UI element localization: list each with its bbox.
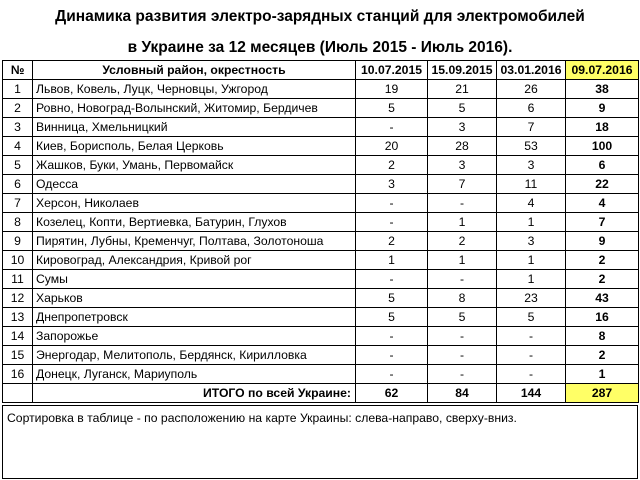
row-value-3: 7 (497, 118, 566, 137)
row-value-1: 2 (356, 156, 428, 175)
row-number: 2 (3, 99, 33, 118)
row-value-1: 3 (356, 175, 428, 194)
row-value-2: 8 (428, 289, 497, 308)
total-value-4: 287 (566, 384, 639, 403)
table-row (3, 80, 639, 99)
row-region: Киев, Борисполь, Белая Церковь (33, 137, 356, 156)
row-value-3: 11 (497, 175, 566, 194)
row-region: Донецк, Луганск, Мариуполь (33, 365, 356, 384)
table-row (3, 251, 639, 270)
row-value-3: 26 (497, 80, 566, 99)
row-value-2: - (428, 365, 497, 384)
row-value-2: - (428, 327, 497, 346)
table-row (3, 194, 639, 213)
row-region: Запорожье (33, 327, 356, 346)
row-value-2: 5 (428, 308, 497, 327)
row-value-4: 4 (566, 194, 639, 213)
row-number: 3 (3, 118, 33, 137)
table-row (3, 270, 639, 289)
header-date-4: 09.07.2016 (566, 61, 639, 80)
header-date-1: 10.07.2015 (356, 61, 428, 80)
row-value-4: 18 (566, 118, 639, 137)
total-label: ИТОГО по всей Украине: (33, 384, 356, 403)
row-value-3: 23 (497, 289, 566, 308)
table-row (3, 346, 639, 365)
row-number: 4 (3, 137, 33, 156)
row-number: 13 (3, 308, 33, 327)
row-number: 7 (3, 194, 33, 213)
row-value-2: 1 (428, 213, 497, 232)
row-value-3: 53 (497, 137, 566, 156)
row-region: Энергодар, Мелитополь, Бердянск, Кирилловка (33, 346, 356, 365)
row-number: 8 (3, 213, 33, 232)
row-value-4: 1 (566, 365, 639, 384)
row-region: Одесса (33, 175, 356, 194)
row-value-1: - (356, 327, 428, 346)
total-row (3, 384, 639, 403)
row-value-4: 9 (566, 232, 639, 251)
row-region: Днепропетровск (33, 308, 356, 327)
row-value-1: 1 (356, 251, 428, 270)
document-title-line1: Динамика развития электро-зарядных станций для электромобилей (55, 8, 585, 25)
table-row (3, 156, 639, 175)
row-value-1: - (356, 213, 428, 232)
stations-table (2, 60, 639, 403)
row-value-3: 1 (497, 213, 566, 232)
row-value-4: 6 (566, 156, 639, 175)
sorting-note: Сортировка в таблице - по расположению на карте Украины: слева-направо, сверху-вниз. (7, 411, 517, 425)
row-number: 14 (3, 327, 33, 346)
header-region: Условный район, окрестность (33, 61, 356, 80)
row-value-1: 5 (356, 289, 428, 308)
row-value-3: 3 (497, 156, 566, 175)
row-value-4: 16 (566, 308, 639, 327)
row-value-2: 28 (428, 137, 497, 156)
header-date-2: 15.09.2015 (428, 61, 497, 80)
row-value-2: 1 (428, 251, 497, 270)
row-value-3: 4 (497, 194, 566, 213)
row-value-2: 2 (428, 232, 497, 251)
row-number: 15 (3, 346, 33, 365)
row-value-3: 5 (497, 308, 566, 327)
row-value-2: 5 (428, 99, 497, 118)
row-value-3: - (497, 365, 566, 384)
table-row (3, 232, 639, 251)
table-row (3, 137, 639, 156)
row-value-3: 3 (497, 232, 566, 251)
total-value-1: 62 (356, 384, 428, 403)
row-region: Херсон, Николаев (33, 194, 356, 213)
row-value-4: 2 (566, 270, 639, 289)
document-title-line2: в Украине за 12 месяцев (Июль 2015 - Июль 2016). (127, 39, 513, 56)
row-region: Кировоград, Александрия, Кривой рог (33, 251, 356, 270)
table-row (3, 118, 639, 137)
row-value-1: - (356, 118, 428, 137)
row-value-3: 1 (497, 270, 566, 289)
row-value-4: 22 (566, 175, 639, 194)
row-value-1: - (356, 346, 428, 365)
row-number: 1 (3, 80, 33, 99)
row-value-4: 2 (566, 346, 639, 365)
row-value-2: 21 (428, 80, 497, 99)
row-number: 16 (3, 365, 33, 384)
row-region: Винница, Хмельницкий (33, 118, 356, 137)
row-value-1: 19 (356, 80, 428, 99)
row-value-2: 3 (428, 118, 497, 137)
row-value-1: - (356, 365, 428, 384)
total-value-2: 84 (428, 384, 497, 403)
row-value-4: 2 (566, 251, 639, 270)
row-value-1: 2 (356, 232, 428, 251)
row-number: 10 (3, 251, 33, 270)
row-region: Пирятин, Лубны, Кременчуг, Полтава, Золотоноша (33, 232, 356, 251)
row-value-2: - (428, 346, 497, 365)
row-value-3: 1 (497, 251, 566, 270)
note-box (2, 405, 638, 479)
row-value-4: 43 (566, 289, 639, 308)
row-value-1: - (356, 270, 428, 289)
row-value-1: 5 (356, 308, 428, 327)
row-region: Ровно, Новоград-Волынский, Житомир, Бердичев (33, 99, 356, 118)
table-row (3, 308, 639, 327)
row-value-4: 8 (566, 327, 639, 346)
row-value-4: 7 (566, 213, 639, 232)
row-value-2: - (428, 194, 497, 213)
row-value-3: - (497, 346, 566, 365)
table-row (3, 289, 639, 308)
row-region: Жашков, Буки, Умань, Первомайск (33, 156, 356, 175)
row-value-1: 5 (356, 99, 428, 118)
total-blank-cell (3, 384, 33, 403)
row-number: 6 (3, 175, 33, 194)
row-value-3: - (497, 327, 566, 346)
row-value-2: 3 (428, 156, 497, 175)
row-number: 12 (3, 289, 33, 308)
row-region: Козелец, Копти, Вертиевка, Батурин, Глухов (33, 213, 356, 232)
row-region: Харьков (33, 289, 356, 308)
row-number: 9 (3, 232, 33, 251)
table-row (3, 99, 639, 118)
table-row (3, 365, 639, 384)
table-body (3, 80, 639, 384)
table-row (3, 175, 639, 194)
row-value-1: 20 (356, 137, 428, 156)
header-num: № (3, 61, 33, 80)
table-row (3, 327, 639, 346)
row-value-4: 100 (566, 137, 639, 156)
table-header-row (3, 61, 639, 80)
row-value-4: 38 (566, 80, 639, 99)
total-value-3: 144 (497, 384, 566, 403)
row-value-1: - (356, 194, 428, 213)
table-row (3, 213, 639, 232)
row-value-4: 9 (566, 99, 639, 118)
row-region: Сумы (33, 270, 356, 289)
row-value-3: 6 (497, 99, 566, 118)
header-date-3: 03.01.2016 (497, 61, 566, 80)
row-value-2: 7 (428, 175, 497, 194)
row-number: 11 (3, 270, 33, 289)
row-number: 5 (3, 156, 33, 175)
row-region: Львов, Ковель, Луцк, Черновцы, Ужгород (33, 80, 356, 99)
row-value-2: - (428, 270, 497, 289)
